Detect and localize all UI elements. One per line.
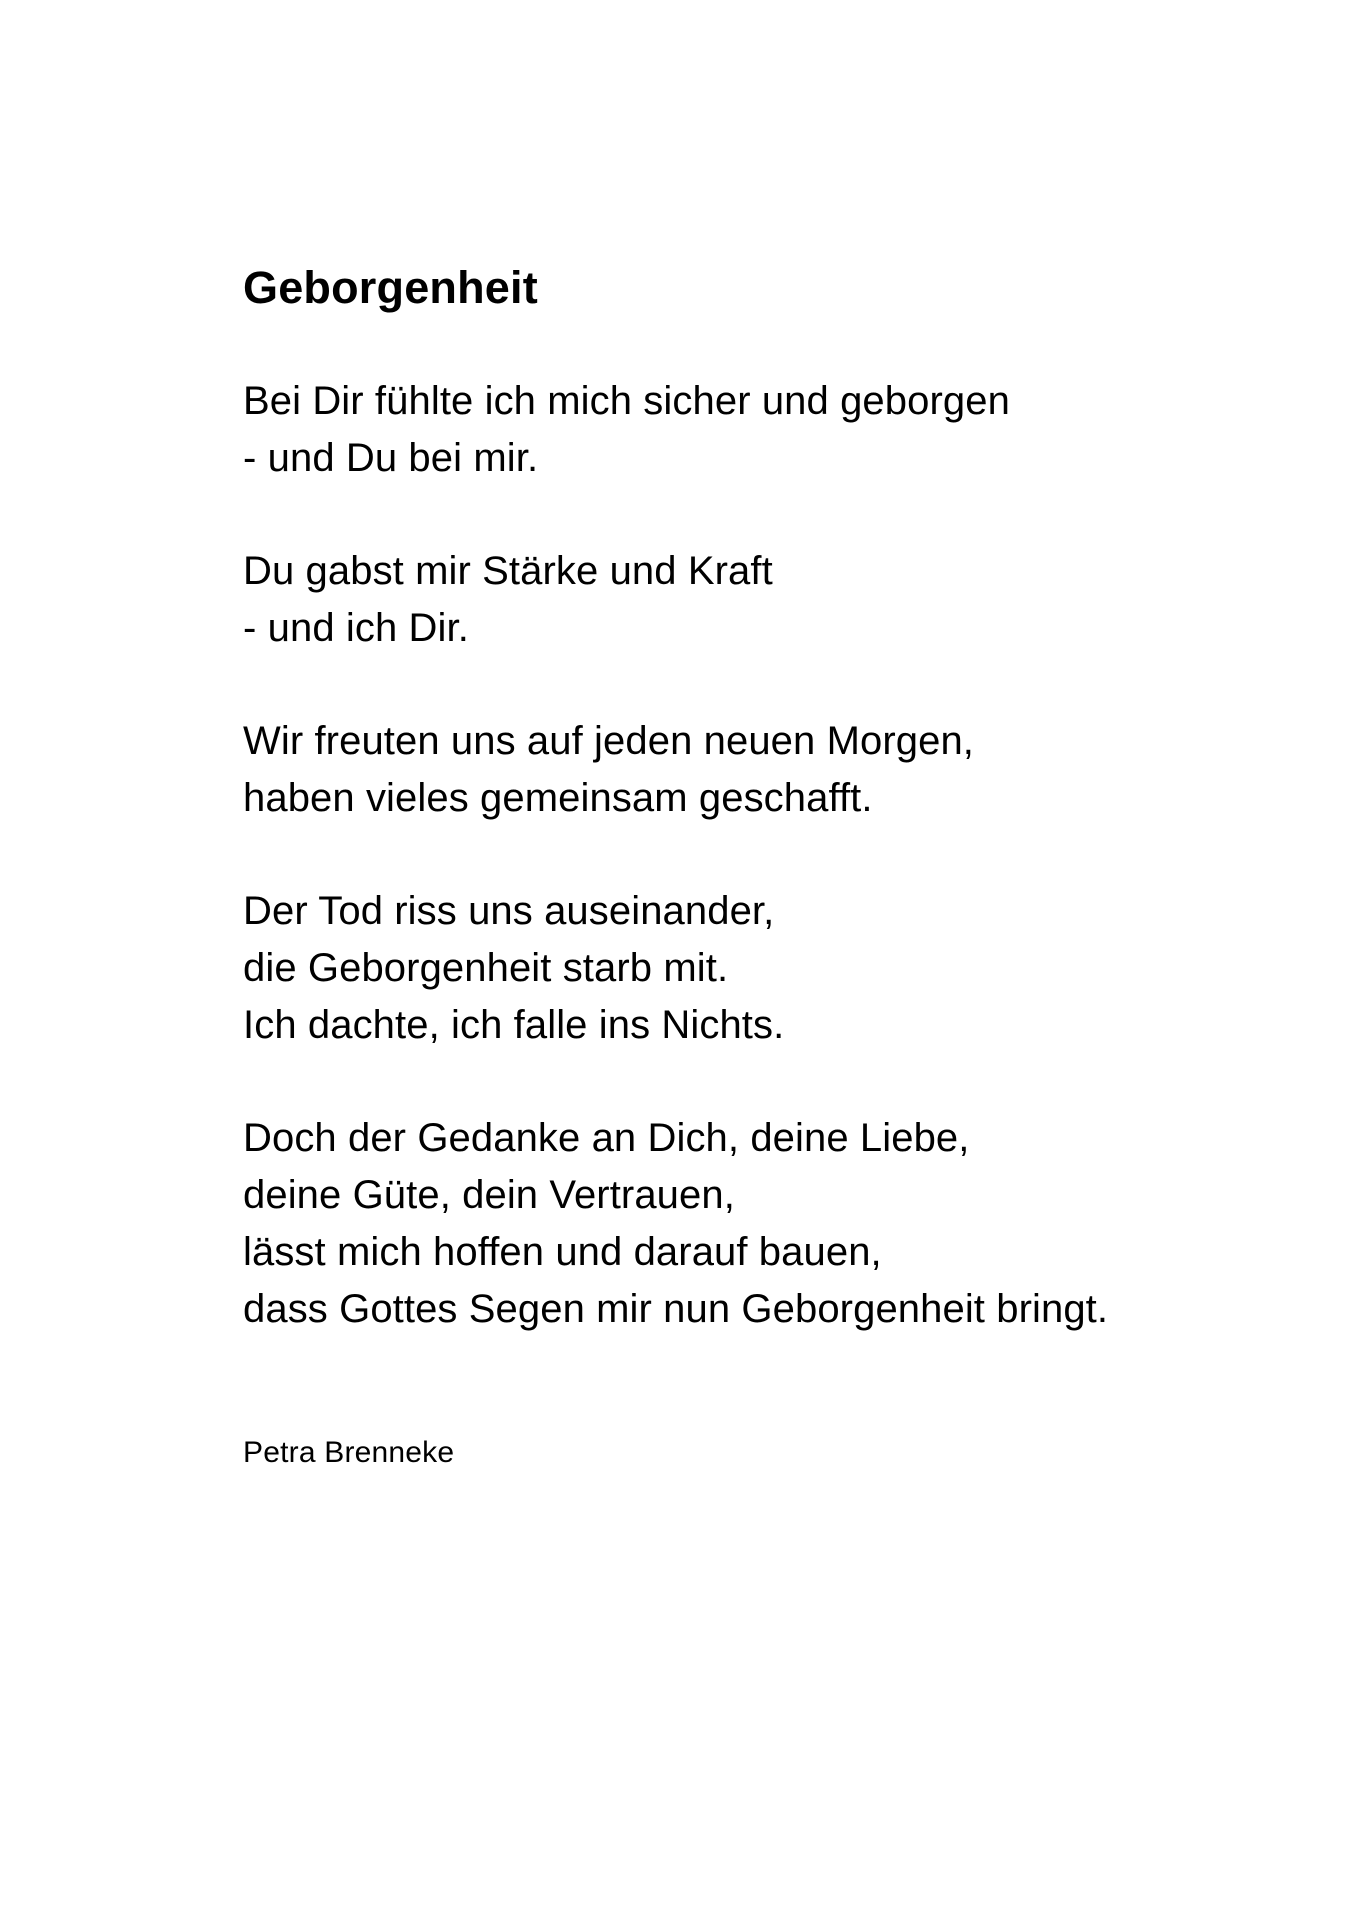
poem-line: lässt mich hoffen und darauf bauen, bbox=[243, 1230, 882, 1274]
poem-author: Petra Brenneke bbox=[243, 1436, 455, 1469]
poem-line: Du gabst mir Stärke und Kraft bbox=[243, 549, 773, 593]
stanza-5 bbox=[243, 1110, 1243, 1338]
stanza-3 bbox=[243, 713, 1243, 827]
poem-line: Bei Dir fühlte ich mich sicher und geborgen bbox=[243, 379, 1010, 423]
stanza-1 bbox=[243, 373, 1243, 487]
poem-line: - und Du bei mir. bbox=[243, 436, 539, 480]
poem bbox=[243, 258, 1243, 1473]
poem-line: haben vieles gemeinsam geschafft. bbox=[243, 776, 873, 820]
poem-title: Geborgenheit bbox=[243, 262, 538, 313]
poem-line: Wir freuten uns auf jeden neuen Morgen, bbox=[243, 719, 975, 763]
poem-line: deine Güte, dein Vertrauen, bbox=[243, 1173, 735, 1217]
poem-line: dass Gottes Segen mir nun Geborgenheit bringt. bbox=[243, 1287, 1109, 1331]
poem-line: Der Tod riss uns auseinander, bbox=[243, 889, 775, 933]
poem-line: die Geborgenheit starb mit. bbox=[243, 946, 729, 990]
poem-line: - und ich Dir. bbox=[243, 606, 469, 650]
poem-line: Doch der Gedanke an Dich, deine Liebe, bbox=[243, 1116, 970, 1160]
stanza-2 bbox=[243, 543, 1243, 657]
stanza-4 bbox=[243, 883, 1243, 1054]
poem-line: Ich dachte, ich falle ins Nichts. bbox=[243, 1003, 785, 1047]
